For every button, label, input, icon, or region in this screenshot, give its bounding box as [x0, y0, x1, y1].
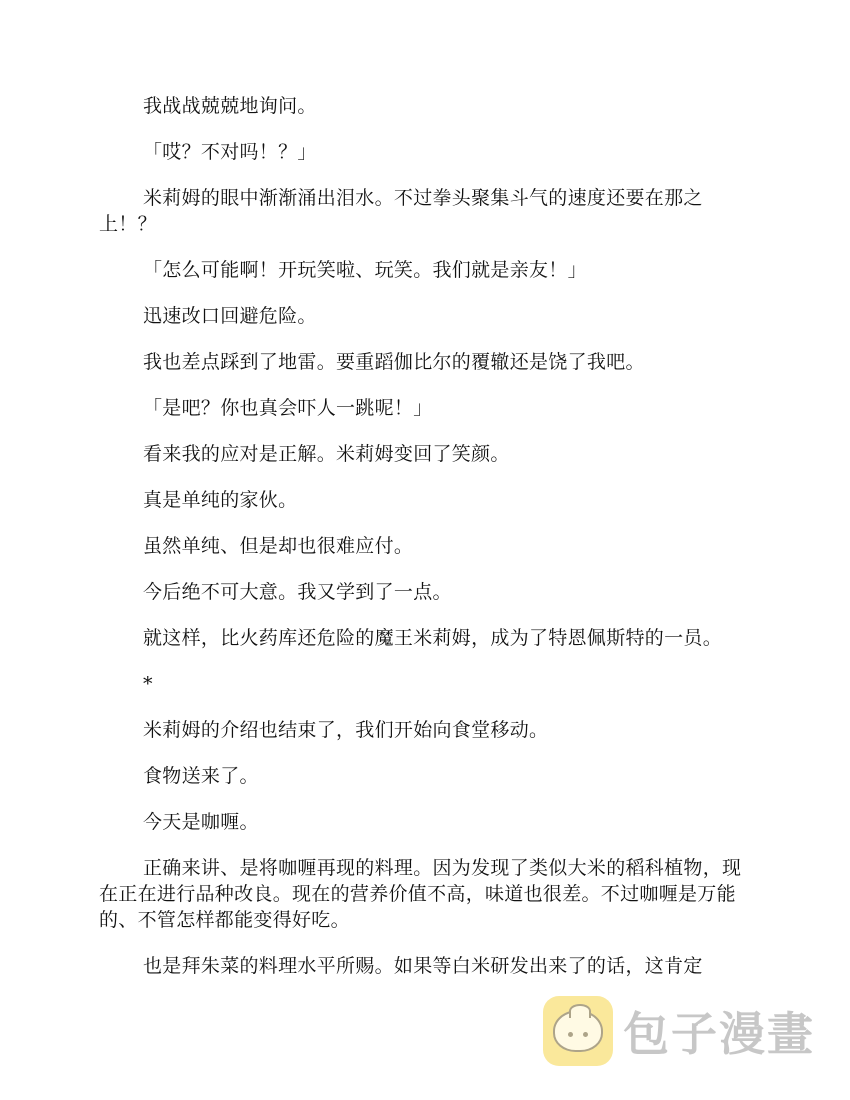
paragraph: 今后绝不可大意。我又学到了一点。: [143, 581, 452, 603]
paragraph: 米莉姆的介绍也结束了，我们开始向食堂移动。: [143, 719, 549, 741]
paragraph: 正确来讲、是将咖喱再现的料理。因为发现了类似大米的稻科植物，现在正在进行品种改良。现在的营养价值不高，味道也很差。不过咖喱是万能的、不管怎样都能变得好吃。: [99, 857, 742, 931]
bun-mascot-icon: [543, 996, 613, 1066]
paragraph: 真是单纯的家伙。: [143, 489, 298, 511]
paragraph: 我战战兢兢地询问。: [143, 95, 317, 117]
paragraph: 我也差点踩到了地雷。要重蹈伽比尔的覆辙还是饶了我吧。: [143, 351, 645, 373]
paragraph: 就这样，比火药库还危险的魔王米莉姆，成为了特恩佩斯特的一员。: [143, 627, 723, 649]
paragraph: 看来我的应对是正解。米莉姆变回了笑颜。: [143, 443, 510, 465]
watermark: [543, 995, 823, 1067]
paragraph: 今天是咖喱。: [143, 811, 259, 833]
paragraph: 「哎？不对吗！？」: [143, 141, 317, 163]
paragraph: 「怎么可能啊！开玩笑啦、玩笑。我们就是亲友！」: [143, 259, 587, 281]
paragraph: 迅速改口回避危险。: [143, 305, 317, 327]
watermark-text: 包子漫畫: [623, 1007, 815, 1061]
scene-break: *: [143, 673, 153, 695]
paragraph: 食物送来了。: [143, 765, 259, 787]
paragraph: 「是吧？你也真会吓人一跳呢！」: [143, 397, 433, 419]
paragraph: 米莉姆的眼中渐渐涌出泪水。不过拳头聚集斗气的速度还要在那之上！？: [99, 187, 703, 235]
document-body: [99, 93, 751, 999]
paragraph: 也是拜朱菜的料理水平所赐。如果等白米研发出来了的话，这肯定: [143, 955, 703, 977]
paragraph: 虽然单纯、但是却也很难应付。: [143, 535, 414, 557]
